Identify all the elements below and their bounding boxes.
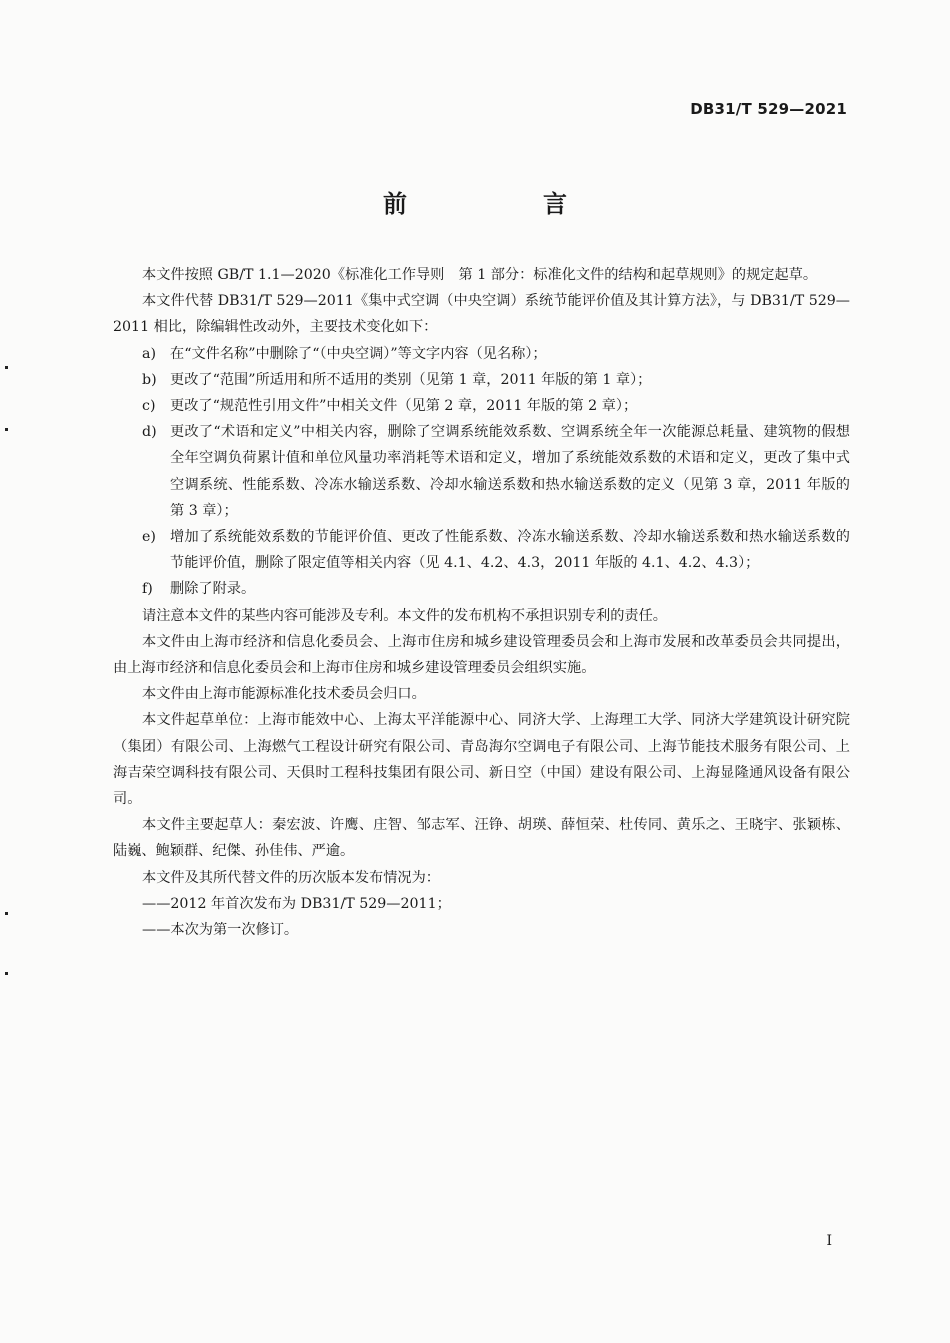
list-item-label: f)	[142, 581, 153, 598]
scan-speck	[5, 912, 8, 915]
paragraph-replacement: 本文件代替 DB31/T 529—2011《集中式空调（中央空调）系统节能评价值及其计算方法》，与 DB31/T 529—2011 相比，除编辑性改动外，主要技术变化如下：	[113, 293, 850, 336]
paragraph-history-intro: 本文件及其所代替文件的历次版本发布情况为：	[142, 869, 440, 886]
paragraph-committee: 本文件由上海市能源标准化技术委员会归口。	[142, 686, 426, 703]
list-item	[113, 576, 850, 602]
list-item-text: 删除了附录。	[170, 581, 256, 598]
history-entry: ——本次为第一次修订。	[142, 922, 299, 939]
list-item-label: a)	[142, 345, 156, 362]
list-item	[113, 367, 850, 393]
list-item	[113, 524, 850, 576]
page-title: 前 言	[383, 190, 623, 218]
list-item	[113, 393, 850, 419]
paragraph-patent-notice: 请注意本文件的某些内容可能涉及专利。本文件的发布机构不承担识别专利的责任。	[142, 607, 667, 624]
paragraph-drafters: 本文件主要起草人：秦宏波、许鹰、庄智、邹志军、汪铮、胡瑛、薛恒荣、杜传同、黄乐之、王晓宇、张颖栋、陆巍、鲍颖群、纪傑、孙佳伟、严逾。	[113, 817, 850, 860]
list-item-label: b)	[142, 371, 157, 388]
list-item-text: 更改了“范围”所适用和所不适用的类别（见第 1 章，2011 年版的第 1 章）；	[170, 371, 652, 388]
history-entry: ——2012 年首次发布为 DB31/T 529—2011；	[142, 895, 451, 912]
list-item-label: c)	[142, 398, 156, 415]
list-item-text: 更改了“规范性引用文件”中相关文件（见第 2 章，2011 年版的第 2 章）；	[170, 398, 638, 415]
page-number: I	[826, 1233, 832, 1249]
list-item-label: e)	[142, 529, 156, 546]
list-item-text: 更改了“术语和定义”中相关内容，删除了空调系统能效系数、空调系统全年一次能源总耗量、建筑物的假想全年空调负荷累计值和单位风量功率消耗等术语和定义，增加了系统能效系数的术语和定义，更改了集中式空调系统、性能系数、冷冻水输送系数、冷却水输送系数和热水输送系数的定义（见第 3 章，2011 年版的第 3 章）；	[170, 424, 850, 519]
scan-speck	[5, 972, 8, 975]
paragraph-proposer: 本文件由上海市经济和信息化委员会、上海市住房和城乡建设管理委员会和上海市发展和改革委员会共同提出，由上海市经济和信息化委员会和上海市住房和城乡建设管理委员会组织实施。	[113, 633, 850, 677]
scan-speck	[5, 366, 8, 369]
document-body	[113, 262, 850, 943]
paragraph-drafting-units: 本文件起草单位：上海市能效中心、上海太平洋能源中心、同济大学、上海理工大学、同济大学建筑设计研究院（集团）有限公司、上海燃气工程设计研究有限公司、青岛海尔空调电子有限公司、上海节能技术服务有限公司、上海吉荣空调科技有限公司、天俱时工程科技集团有限公司、新日空（中国）建设有限公司、上海显隆通风设备有限公司。	[113, 712, 850, 808]
list-item-label: d)	[142, 424, 157, 441]
scan-speck	[5, 428, 8, 431]
list-item-text: 在“文件名称”中删除了“（中央空调）”等文字内容（见名称）；	[170, 345, 547, 362]
paragraph-drafting-basis: 本文件按照 GB/T 1.1—2020《标准化工作导则 第 1 部分：标准化文件的结构和起草规则》的规定起草。	[142, 267, 818, 283]
list-item-text: 增加了系统能效系数的节能评价值、更改了性能系数、冷冻水输送系数、冷却水输送系数和热水输送系数的节能评价值，删除了限定值等相关内容（见 4.1、4.2、4.3，2011 年版的 4.1、4.2、4.3）；	[170, 529, 850, 572]
list-item	[113, 341, 850, 367]
list-item	[113, 419, 850, 524]
document-code: DB31/T 529—2021	[690, 100, 847, 118]
